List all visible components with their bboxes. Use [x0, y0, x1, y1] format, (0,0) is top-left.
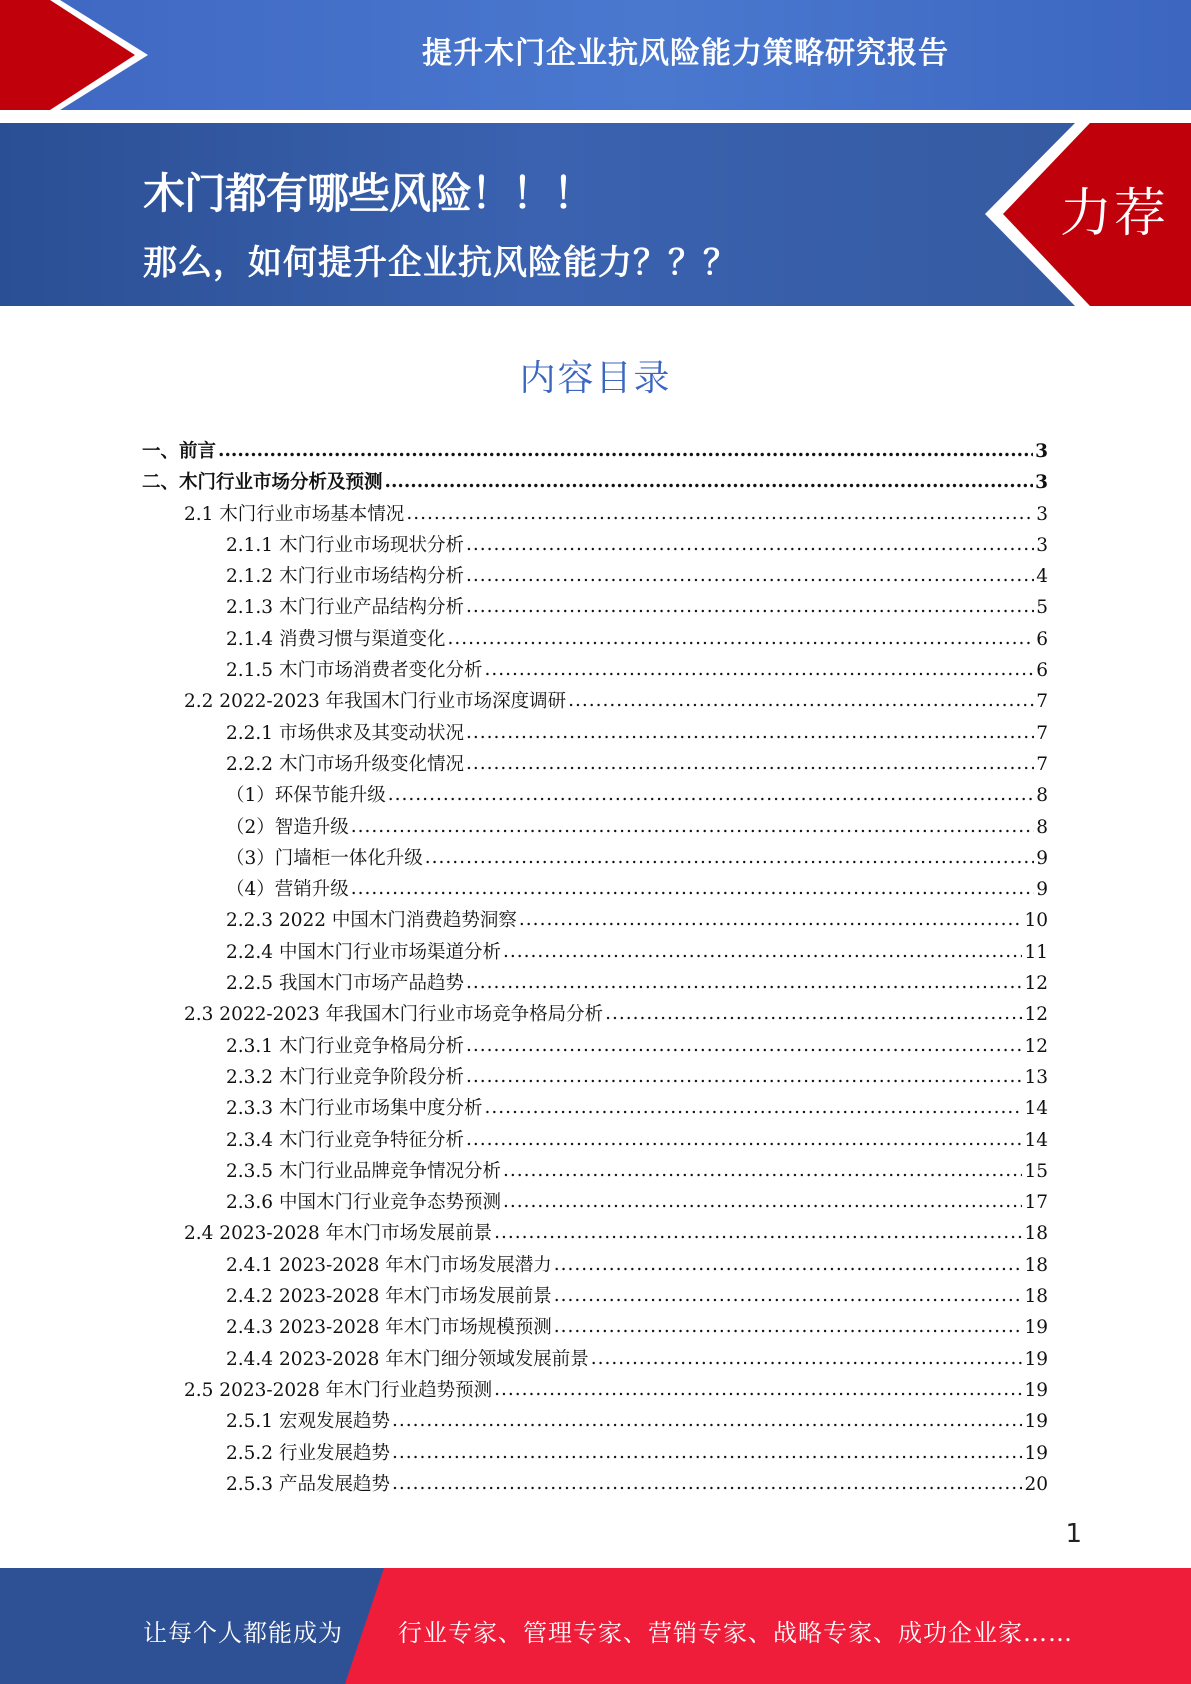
- toc-entry-page: 8: [1036, 816, 1048, 838]
- toc-leader-dots: [351, 811, 1034, 842]
- table-of-contents: [142, 436, 1048, 1500]
- toc-entry-title: 2.4 2023-2028 年木门市场发展前景: [184, 1223, 493, 1245]
- toc-leader-dots: [554, 1311, 1023, 1342]
- toc-entry-page: 11: [1024, 941, 1048, 963]
- toc-entry-page: 5: [1036, 597, 1048, 619]
- toc-entry-page: 18: [1024, 1223, 1048, 1245]
- toc-entry-page: 12: [1024, 1035, 1048, 1057]
- toc-leader-dots: [503, 1186, 1022, 1217]
- toc-leader-dots: [466, 560, 1034, 591]
- toc-entry[interactable]: [142, 530, 1048, 561]
- toc-entry[interactable]: [142, 874, 1048, 905]
- toc-entry-page: 6: [1036, 660, 1048, 682]
- toc-entry-title: 2.2.4 中国木门行业市场渠道分析: [226, 941, 501, 963]
- toc-entry-page: 19: [1024, 1442, 1048, 1464]
- toc-entry-page: 9: [1036, 879, 1048, 901]
- toc-leader-dots: [466, 967, 1022, 998]
- toc-entry[interactable]: [142, 905, 1048, 936]
- toc-entry-page: 3: [1036, 534, 1048, 556]
- toc-entry[interactable]: [142, 561, 1048, 592]
- toc-entry[interactable]: [142, 624, 1048, 655]
- toc-entry-title: 2.4.4 2023-2028 年木门细分领域发展前景: [226, 1348, 589, 1370]
- toc-entry-page: 6: [1036, 628, 1048, 650]
- toc-entry-page: 7: [1036, 722, 1048, 744]
- toc-entry-title: 2.3.5 木门行业品牌竞争情况分析: [226, 1160, 501, 1182]
- toc-leader-dots: [605, 998, 1022, 1029]
- recommend-badge: 力荐: [1060, 184, 1169, 244]
- toc-entry-page: 8: [1036, 785, 1048, 807]
- toc-leader-dots: [385, 466, 1034, 497]
- toc-entry-title: 2.3.1 木门行业竞争格局分析: [226, 1035, 464, 1057]
- toc-leader-dots: [484, 1092, 1022, 1123]
- toc-leader-dots: [466, 529, 1034, 560]
- toc-entry-page: 3: [1035, 472, 1048, 494]
- toc-leader-dots: [218, 435, 1033, 466]
- toc-entry-title: 2.4.2 2023-2028 年木门市场发展前景: [226, 1286, 552, 1308]
- toc-leader-dots: [392, 1437, 1022, 1468]
- toc-entry-page: 13: [1024, 1066, 1048, 1088]
- toc-entry[interactable]: [142, 999, 1048, 1030]
- toc-leader-dots: [392, 1405, 1022, 1436]
- toc-entry-page: 18: [1024, 1254, 1048, 1276]
- toc-entry[interactable]: [142, 1031, 1048, 1062]
- toc-leader-dots: [466, 717, 1034, 748]
- toc-leader-dots: [519, 904, 1023, 935]
- toc-entry-title: 一、前言: [142, 441, 217, 462]
- toc-leader-dots: [484, 654, 1034, 685]
- toc-entry-page: 4: [1036, 566, 1048, 588]
- toc-entry-title: 2.5.3 产品发展趋势: [226, 1473, 390, 1495]
- toc-entry[interactable]: [142, 1250, 1048, 1281]
- red-arrow-shape: [0, 0, 160, 110]
- toc-entry-page: 19: [1024, 1348, 1048, 1370]
- toc-entry-page: 7: [1036, 691, 1048, 713]
- toc-entry-page: 17: [1024, 1192, 1048, 1214]
- toc-entry[interactable]: [142, 1093, 1048, 1124]
- toc-leader-dots: [494, 1217, 1022, 1248]
- toc-entry-title: 二、木门行业市场分析及预测: [142, 472, 383, 494]
- toc-entry[interactable]: [142, 1312, 1048, 1343]
- toc-entry[interactable]: [142, 780, 1048, 811]
- toc-entry[interactable]: [142, 1375, 1048, 1406]
- toc-entry-page: 19: [1024, 1317, 1048, 1339]
- toc-entry[interactable]: [142, 592, 1048, 623]
- toc-leader-dots: [466, 1030, 1022, 1061]
- footer-banner: [0, 1568, 1191, 1684]
- hero-banner: [0, 123, 1191, 306]
- toc-entry[interactable]: [142, 1187, 1048, 1218]
- toc-entry-page: 7: [1036, 753, 1048, 775]
- toc-leader-dots: [466, 748, 1034, 779]
- toc-leader-dots: [503, 1155, 1022, 1186]
- toc-entry[interactable]: [142, 1281, 1048, 1312]
- toc-entry[interactable]: [142, 1125, 1048, 1156]
- toc-entry[interactable]: [142, 812, 1048, 843]
- toc-leader-dots: [554, 1280, 1023, 1311]
- toc-entry-page: 12: [1024, 973, 1048, 995]
- toc-entry[interactable]: [142, 1156, 1048, 1187]
- toc-entry[interactable]: [142, 718, 1048, 749]
- toc-entry-title: 2.1.1 木门行业市场现状分析: [226, 534, 464, 556]
- footer-slogan-left: 让每个人都能成为: [143, 1619, 343, 1647]
- toc-entry-page: 14: [1024, 1098, 1048, 1120]
- report-title: 提升木门企业抗风险能力策略研究报告: [422, 36, 949, 71]
- toc-entry-title: 2.1.5 木门市场消费者变化分析: [226, 660, 483, 682]
- toc-entry-title: （4）营销升级: [226, 879, 349, 901]
- toc-entry-title: 2.1 木门行业市场基本情况: [184, 503, 405, 525]
- toc-entry-title: 2.5.1 宏观发展趋势: [226, 1411, 390, 1433]
- toc-entry-page: 18: [1024, 1286, 1048, 1308]
- toc-entry[interactable]: [142, 1062, 1048, 1093]
- toc-entry-title: 2.5 2023-2028 年木门行业趋势预测: [184, 1379, 493, 1401]
- toc-leader-dots: [568, 685, 1034, 716]
- toc-entry[interactable]: [142, 1406, 1048, 1437]
- toc-heading: 内容目录: [519, 358, 672, 399]
- toc-entry-title: 2.1.3 木门行业产品结构分析: [226, 597, 464, 619]
- toc-leader-dots: [466, 1061, 1022, 1092]
- toc-entry-title: 2.2.5 我国木门市场产品趋势: [226, 973, 464, 995]
- toc-leader-dots: [591, 1343, 1023, 1374]
- toc-entry[interactable]: [142, 1344, 1048, 1375]
- toc-entry-title: 2.2.1 市场供求及其变动状况: [226, 722, 464, 744]
- toc-entry[interactable]: [142, 749, 1048, 780]
- toc-entry-title: 2.3.2 木门行业竞争阶段分析: [226, 1066, 464, 1088]
- toc-entry-title: （3）门墙柜一体化升级: [226, 847, 423, 869]
- toc-entry[interactable]: [142, 1438, 1048, 1469]
- footer-slogan-right: 行业专家、管理专家、营销专家、战略专家、成功企业家……: [398, 1619, 1073, 1647]
- toc-entry[interactable]: [142, 1218, 1048, 1249]
- toc-entry[interactable]: [142, 937, 1048, 968]
- page-number: 1: [1065, 1519, 1082, 1549]
- toc-entry-title: 2.4.3 2023-2028 年木门市场规模预测: [226, 1317, 552, 1339]
- toc-entry-title: 2.1.2 木门行业市场结构分析: [226, 566, 464, 588]
- toc-entry-title: 2.3.4 木门行业竞争特征分析: [226, 1129, 464, 1151]
- toc-entry-title: 2.2.3 2022 中国木门消费趋势洞察: [226, 910, 517, 932]
- toc-entry-page: 3: [1036, 503, 1048, 525]
- toc-entry-title: 2.2 2022-2023 年我国木门行业市场深度调研: [184, 691, 567, 713]
- toc-entry[interactable]: [142, 968, 1048, 999]
- toc-entry[interactable]: [142, 1469, 1048, 1500]
- toc-entry[interactable]: [142, 467, 1048, 498]
- toc-entry-title: 2.5.2 行业发展趋势: [226, 1442, 390, 1464]
- toc-leader-dots: [425, 842, 1034, 873]
- toc-entry-title: 2.3.3 木门行业市场集中度分析: [226, 1098, 483, 1120]
- toc-entry-title: 2.3 2022-2023 年我国木门行业市场竞争格局分析: [184, 1004, 604, 1026]
- toc-entry-title: （2）智造升级: [226, 816, 349, 838]
- toc-entry-page: 12: [1024, 1004, 1048, 1026]
- toc-entry-page: 19: [1024, 1379, 1048, 1401]
- toc-leader-dots: [554, 1249, 1023, 1280]
- toc-entry-page: 3: [1035, 441, 1048, 462]
- toc-entry[interactable]: [142, 436, 1048, 467]
- toc-entry-title: 2.1.4 消费习惯与渠道变化: [226, 628, 446, 650]
- toc-entry[interactable]: [142, 843, 1048, 874]
- toc-leader-dots: [392, 1468, 1022, 1499]
- toc-entry-title: 2.3.6 中国木门行业竞争态势预测: [226, 1192, 501, 1214]
- toc-entry-page: 19: [1024, 1411, 1048, 1433]
- headline-question: 那么，如何提升企业抗风险能力？？？: [143, 243, 738, 283]
- toc-leader-dots: [447, 623, 1034, 654]
- toc-entry-title: 2.2.2 木门市场升级变化情况: [226, 753, 464, 775]
- toc-entry-page: 20: [1024, 1473, 1048, 1495]
- toc-entry-title: （1）环保节能升级: [226, 785, 386, 807]
- toc-leader-dots: [351, 873, 1034, 904]
- toc-entry-page: 15: [1024, 1160, 1048, 1182]
- toc-entry-page: 10: [1024, 910, 1048, 932]
- toc-leader-dots: [406, 498, 1034, 529]
- toc-entry-title: 2.4.1 2023-2028 年木门市场发展潜力: [226, 1254, 552, 1276]
- toc-leader-dots: [494, 1374, 1022, 1405]
- toc-entry-page: 14: [1024, 1129, 1048, 1151]
- toc-entry[interactable]: [142, 686, 1048, 717]
- toc-leader-dots: [466, 1124, 1022, 1155]
- headline-risks: 木门都有哪些风险！！！: [143, 169, 595, 218]
- toc-leader-dots: [503, 936, 1022, 967]
- toc-entry[interactable]: [142, 499, 1048, 530]
- toc-leader-dots: [388, 779, 1034, 810]
- toc-entry-page: 9: [1036, 847, 1048, 869]
- toc-entry[interactable]: [142, 655, 1048, 686]
- toc-leader-dots: [466, 591, 1034, 622]
- top-banner: [0, 0, 1191, 110]
